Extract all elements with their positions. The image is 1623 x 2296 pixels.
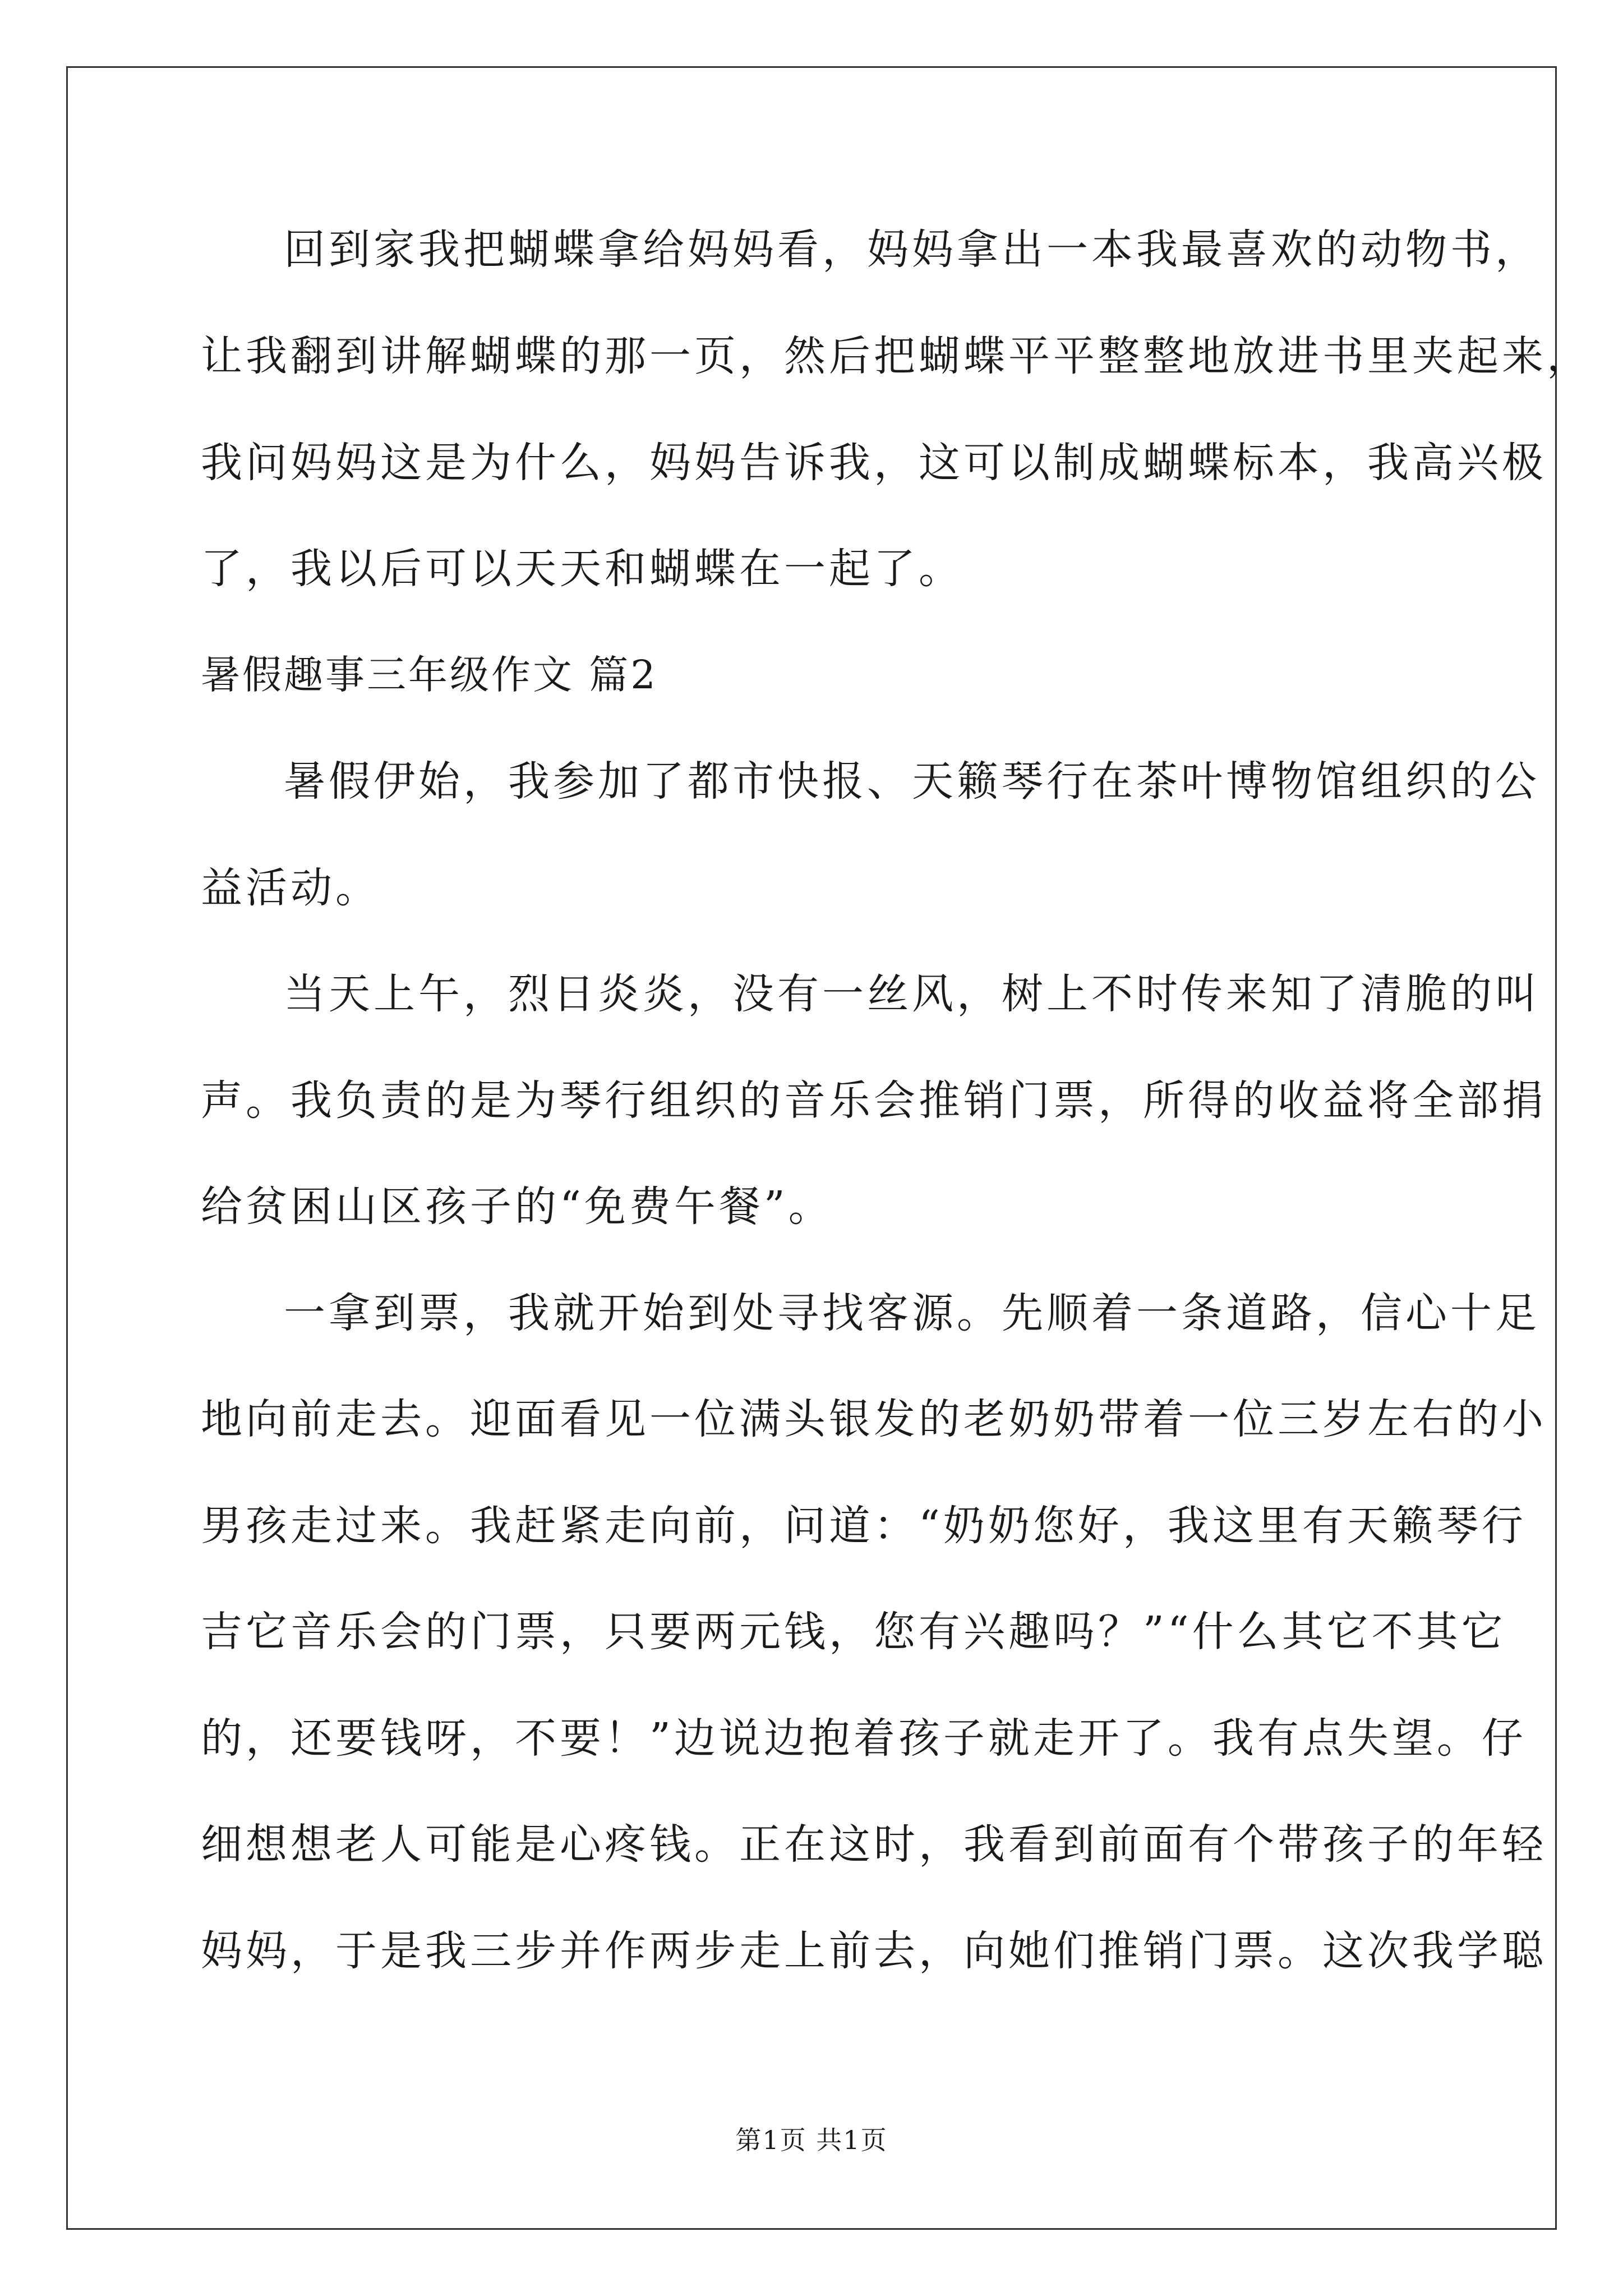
paragraph-line: 回到家我把蝴蝶拿给妈妈看，妈妈拿出一本我最喜欢的动物书，	[284, 226, 1540, 274]
paragraph-line: 当天上午，烈日炎炎，没有一丝风，树上不时传来知了清脆的叫	[284, 970, 1540, 1018]
section-heading: 暑假趣事三年级作文 篇2	[201, 652, 658, 698]
paragraph-line: 我问妈妈这是为什么，妈妈告诉我，这可以制成蝴蝶标本，我高兴极	[201, 439, 1547, 487]
paragraph-line: 地向前走去。迎面看见一位满头银发的老奶奶带着一位三岁左右的小	[201, 1395, 1547, 1443]
paragraph-line: 妈妈，于是我三步并作两步走上前去，向她们推销门票。这次我学聪	[201, 1927, 1547, 1975]
paragraph-line: 的，还要钱呀，不要！”边说边抱着孩子就走开了。我有点失望。仔	[201, 1714, 1527, 1763]
page-border	[66, 66, 1557, 2230]
paragraph-line: 暑假伊始，我参加了都市快报、天籁琴行在茶叶博物馆组织的公	[284, 757, 1540, 806]
page-footer: 第1页 共1页	[735, 2125, 888, 2155]
paragraph-line: 男孩走过来。我赶紧走向前，问道：“奶奶您好，我这里有天籁琴行	[201, 1502, 1527, 1550]
paragraph-line: 声。我负责的是为琴行组织的音乐会推销门票，所得的收益将全部捐	[201, 1076, 1547, 1125]
paragraph-line: 吉它音乐会的门票，只要两元钱，您有兴趣吗？”“什么其它不其它	[201, 1608, 1506, 1656]
paragraph-line: 了，我以后可以天天和蝴蝶在一起了。	[201, 545, 963, 593]
paragraph-line: 益活动。	[201, 864, 380, 912]
paragraph-line: 一拿到票，我就开始到处寻找客源。先顺着一条道路，信心十足	[284, 1289, 1540, 1337]
paragraph-line: 细想想老人可能是心疼钱。正在这时，我看到前面有个带孩子的年轻	[201, 1820, 1547, 1869]
paragraph-line: 让我翻到讲解蝴蝶的那一页，然后把蝴蝶平平整整地放进书里夹起来，	[201, 332, 1592, 380]
paragraph-line: 给贫困山区孩子的“免费午餐”。	[201, 1182, 833, 1231]
